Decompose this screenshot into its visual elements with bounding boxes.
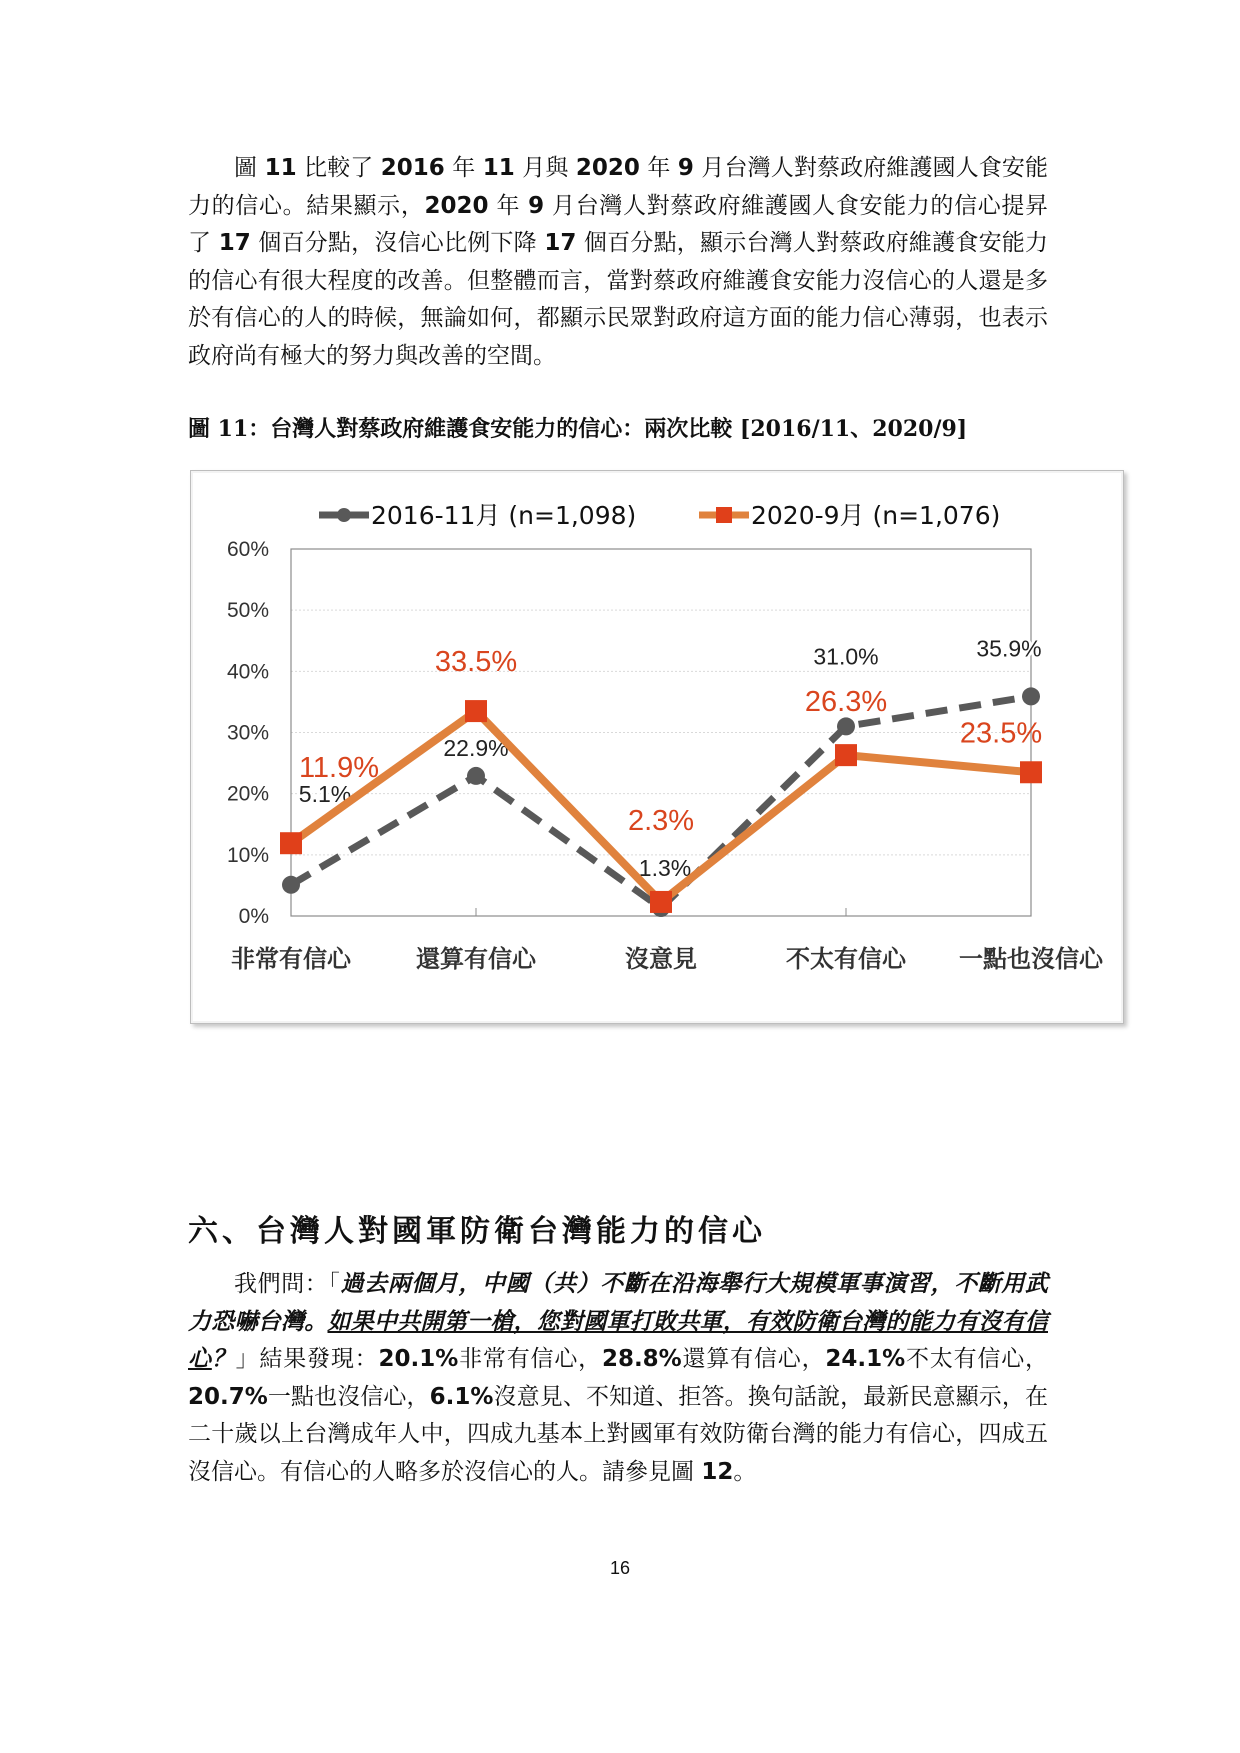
page-number: 16 — [609, 1558, 631, 1578]
text-run: 年 — [639, 155, 678, 181]
x-category-label: 還算有信心 — [416, 945, 536, 973]
data-point-marker — [835, 744, 857, 766]
data-point-marker — [467, 767, 485, 785]
intro-paragraph — [188, 150, 1048, 375]
data-label: 23.5% — [959, 717, 1043, 750]
y-tick-label: 20% — [226, 782, 269, 806]
legend-label: 2020-9月 (n=1,076) — [751, 501, 1001, 530]
number-run: 2020 — [424, 192, 489, 219]
y-tick-label: 30% — [226, 721, 269, 745]
text-run: 沒意見、不知道、拒答。換句話說，最新民意顯示，在二十歲以上台灣成年人中，四成九基本上對國軍有效防衛台灣的能力有信心，四成五沒信心。有信心的人略多於沒信心的人。請參見圖 — [188, 1383, 1049, 1485]
question-text: 過去兩個月，中國（共）不斷在沿海舉行大規模軍事演習，不斷用武力恐嚇台灣。 — [188, 1271, 1049, 1335]
number-run: 28.8% — [601, 1346, 682, 1372]
data-point-marker — [282, 876, 300, 894]
text-run: 個百分點，顯示台灣人對蔡政府維護食安能力的信心有很大程度的改善。但整體而言，當對蔡政府維護食安能力沒信心的人還是多於有信心的人的時候，無論如何，都顯示民眾對政府這方面的能力信心薄弱，也表示政府尚有極大的努力與改善的空間。 — [188, 230, 1049, 369]
data-label: 22.9% — [443, 734, 509, 761]
data-label: 31.0% — [813, 643, 879, 670]
number-run: 2016 — [380, 155, 445, 181]
data-label: 5.1% — [298, 780, 352, 807]
data-label: 1.3% — [638, 855, 692, 882]
text-run: 年 — [444, 155, 483, 181]
question-mark: ？ — [211, 1346, 236, 1372]
text-run: 非常有信心， — [458, 1346, 602, 1372]
data-label: 2.3% — [627, 804, 695, 837]
number-run: 2020 — [575, 155, 640, 181]
text-run: 不太有信心， — [905, 1346, 1049, 1372]
data-label: 11.9% — [298, 752, 380, 785]
number-run: 20.1% — [378, 1346, 459, 1372]
data-point-marker — [837, 717, 855, 735]
number-run: 24.1% — [825, 1346, 906, 1372]
data-point-marker — [1022, 687, 1040, 705]
x-category-label: 一點也沒信心 — [959, 945, 1103, 973]
text-run: 圖 — [234, 155, 265, 181]
x-category-label: 沒意見 — [625, 945, 697, 973]
figure-caption: 圖 11：台灣人對蔡政府維護食安能力的信心：兩次比較 [2016/11、2020/9] — [188, 416, 968, 442]
text-run: 還算有信心， — [681, 1346, 826, 1372]
y-tick-label: 40% — [226, 660, 269, 684]
y-tick-label: 0% — [238, 905, 269, 928]
data-label: 33.5% — [434, 646, 518, 679]
question-text-underlined: 如果中共開第一槍，您對國軍打敗共軍，有效防衛台灣的能力有沒有信心 — [188, 1308, 1048, 1372]
text-run: 比較了 — [296, 155, 381, 181]
y-tick-label: 10% — [226, 843, 269, 867]
text-run: 。 — [733, 1458, 757, 1485]
x-category-label: 非常有信心 — [231, 945, 351, 973]
text-run: 月台灣人對蔡政府維護國人食安能力的信心提昇了 — [188, 192, 1049, 256]
legend-marker — [337, 508, 351, 522]
number-run: 11 — [264, 155, 297, 181]
legend-label: 2016-11月 (n=1,098) — [371, 501, 637, 530]
survey-paragraph — [188, 1266, 1048, 1491]
legend-marker — [716, 507, 732, 523]
y-tick-label: 50% — [226, 599, 269, 623]
number-run: 12 — [701, 1458, 734, 1485]
text-run: 一點也沒信心， — [267, 1383, 430, 1410]
text-run: 個百分點，沒信心比例下降 — [250, 230, 545, 256]
data-point-marker — [465, 700, 487, 722]
text-run: 月與 — [514, 155, 576, 181]
text-run: 年 — [488, 192, 529, 219]
chart-frame — [190, 470, 1124, 1024]
data-point-marker — [1020, 761, 1042, 783]
text-run: 月台灣人對蔡政府維護國人食安能力的信心。結果顯示， — [188, 155, 1049, 219]
number-run: 17 — [544, 230, 577, 256]
number-run: 9 — [677, 155, 694, 181]
text-run: 我們問：「 — [234, 1271, 341, 1297]
text-run: 」結果發現： — [235, 1346, 379, 1372]
number-run: 20.7% — [188, 1383, 268, 1410]
data-label: 35.9% — [976, 635, 1042, 662]
y-tick-label: 60% — [226, 538, 269, 561]
number-run: 11 — [482, 155, 515, 181]
data-point-marker — [280, 832, 302, 854]
number-run: 6.1% — [429, 1383, 494, 1410]
number-run: 17 — [218, 230, 251, 256]
data-label: 26.3% — [804, 686, 888, 719]
data-point-marker — [650, 891, 672, 913]
number-run: 9 — [528, 192, 545, 219]
line-chart — [191, 471, 1123, 1023]
x-category-label: 不太有信心 — [786, 945, 906, 973]
section-heading: 六、台灣人對國軍防衛台灣能力的信心 — [188, 1214, 766, 1249]
